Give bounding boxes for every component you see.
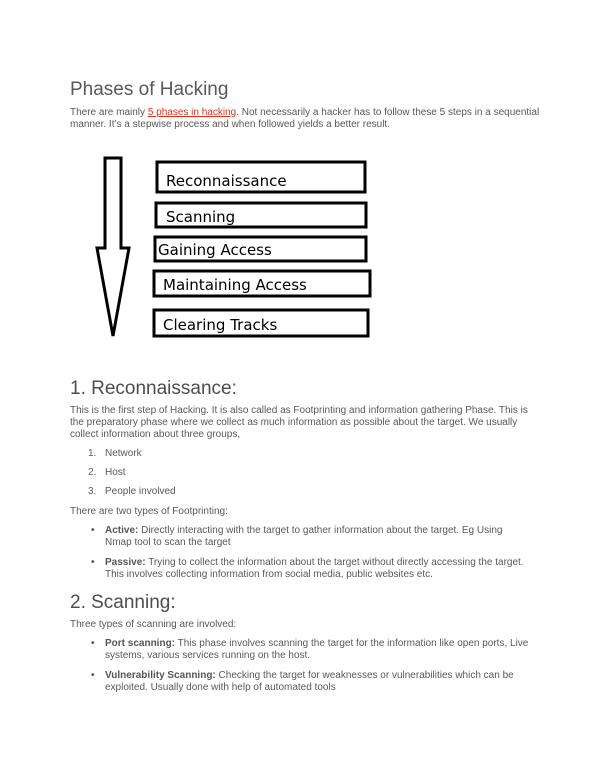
term-label: Port scanning: <box>105 638 176 649</box>
phase-label: Scanning <box>166 208 236 226</box>
down-arrow-icon <box>97 158 129 336</box>
term-text: Checking the target for weaknesses or vulnerabilities which can be exploited. Usually done with help of automated tools <box>105 670 514 693</box>
intro-text-after: . Not necessarily a hacker has to follow these 5 steps in a sequential manner. It’s a stepwise process and when followed yields a better result. <box>70 107 540 130</box>
list-item <box>70 448 530 467</box>
list-item <box>70 638 530 662</box>
phase-box-reconnaissance <box>157 162 365 192</box>
reconnaissance-heading: 1. Reconnaissance: <box>70 378 237 399</box>
bullet-icon: • <box>91 638 95 649</box>
reconnaissance-paragraph: This is the first step of Hacking. It is also called as Footprinting and information gathering Phase. This is the preparatory phase where we collect as much information as possible about the target. We usually collect information about three groups, <box>70 405 528 440</box>
phase-box-maintaining-access <box>154 271 370 296</box>
scanning-intro: Three types of scanning are involved: <box>70 619 237 630</box>
page-title: Phases of Hacking <box>70 79 229 100</box>
list-item <box>70 670 530 694</box>
intro-paragraph <box>70 107 540 131</box>
bullet-icon: • <box>91 525 95 536</box>
phases-link[interactable]: 5 phases in hacking <box>147 107 237 118</box>
list-number: 3. <box>88 486 97 497</box>
bullet-icon: • <box>91 670 95 681</box>
scanning-types-list <box>70 638 530 702</box>
list-text: Host <box>105 467 126 478</box>
intro-text-before: There are mainly <box>70 107 148 118</box>
phase-label: Gaining Access <box>158 241 272 259</box>
list-text: Network <box>105 448 142 459</box>
phases-diagram <box>95 150 385 346</box>
list-item <box>70 486 530 505</box>
list-item <box>70 467 530 486</box>
phase-label: Clearing Tracks <box>163 316 278 334</box>
phase-box-scanning <box>156 203 366 227</box>
list-item <box>70 525 530 549</box>
list-number: 1. <box>88 448 97 459</box>
list-item <box>70 557 530 581</box>
footprinting-types-list <box>70 525 530 589</box>
groups-list <box>70 448 530 505</box>
term-label: Active: <box>105 525 139 536</box>
phase-label: Maintaining Access <box>163 276 307 294</box>
phase-box-gaining-access <box>155 237 366 261</box>
footprinting-types-intro: There are two types of Footprinting: <box>70 506 228 517</box>
bullet-icon: • <box>91 557 95 568</box>
term-text: Trying to collect the information about the target without directly accessing the target. This involves collecting information from social media, public websites etc. <box>105 557 524 580</box>
phase-box-clearing-tracks <box>154 310 368 336</box>
term-label: Passive: <box>105 557 146 568</box>
term-label: Vulnerability Scanning: <box>105 670 216 681</box>
term-text: This phase involves scanning the target for the information like open ports, Live systems, various services running on the host. <box>105 638 529 661</box>
list-text: People involved <box>105 486 176 497</box>
scanning-heading: 2. Scanning: <box>70 592 176 613</box>
list-number: 2. <box>88 467 97 478</box>
phase-label: Reconnaissance <box>166 172 287 190</box>
term-text: Directly interacting with the target to gather information about the target. Eg Using Nmap tool to scan the target <box>105 525 503 548</box>
